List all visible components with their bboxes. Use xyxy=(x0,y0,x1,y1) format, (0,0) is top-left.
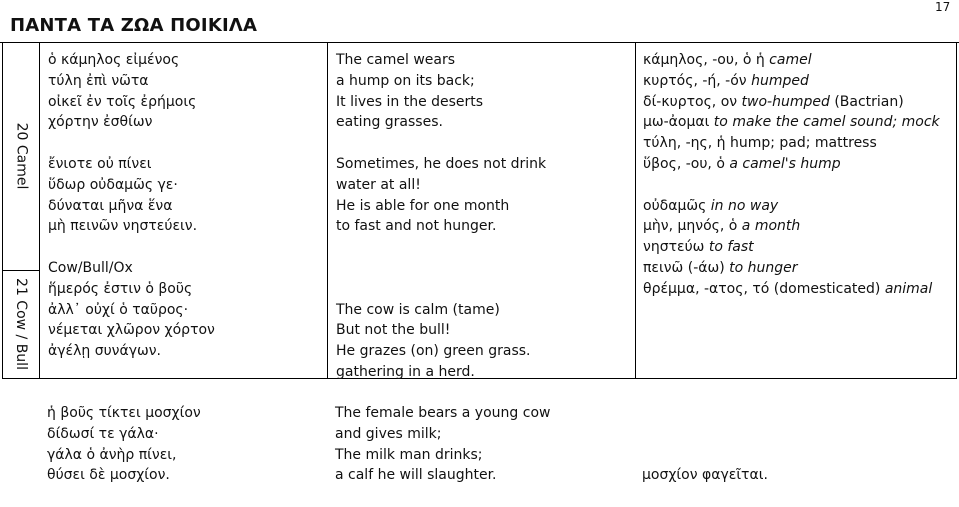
vocab-word: τύλη, -ης, ἡ xyxy=(643,135,726,152)
poem-line: ἔνιοτε οὐ πίνει xyxy=(48,155,152,172)
vocab-word: μω-ἀομαι xyxy=(643,114,710,131)
translation-line: The cow is calm (tame) xyxy=(336,301,500,318)
poem-line: ἥμερός ἐστιν ὁ βοῦς xyxy=(48,280,193,297)
vocab-word: νηστεύω xyxy=(643,239,705,256)
vocab-entry xyxy=(643,50,940,71)
poem-line: ἀλλ᾽ οὐχί ὁ ταῦρος· xyxy=(48,301,189,318)
english-translation xyxy=(336,50,546,383)
vocab-entry xyxy=(643,133,940,154)
translation-line: He grazes (on) green grass. xyxy=(336,343,531,360)
column-divider xyxy=(39,42,40,378)
translation-line: The female bears a young cow xyxy=(335,405,551,421)
vocab-entry xyxy=(643,71,940,92)
vocab-entry xyxy=(643,112,940,133)
translation-line: water at all! xyxy=(336,176,421,193)
vocab-word: θρέμμα, -ατος, τό xyxy=(643,280,770,297)
blank-line xyxy=(48,133,215,154)
poem-line: ἀγέλῃ συνάγων. xyxy=(48,343,161,360)
translation-line: eating grasses. xyxy=(336,114,443,131)
translation-line: to fast and not hunger. xyxy=(336,218,497,235)
row-label-cow: 21 Cow / Bull xyxy=(13,278,29,370)
translation-line: It lives in the deserts xyxy=(336,93,484,110)
poem-line: μὴ πεινῶν νηστεύειν. xyxy=(48,218,198,235)
vocab-entry xyxy=(643,196,940,217)
poem-line: ἡ βοῦς τίκτει μοσχίον xyxy=(47,405,201,421)
poem-line: χόρτην ἐσθίων xyxy=(48,114,153,131)
vocab-entry xyxy=(643,154,940,175)
vocab-gloss: in no way xyxy=(706,197,779,214)
vocab-gloss: to hunger xyxy=(724,259,798,276)
blank-line xyxy=(48,237,215,258)
vocab-gloss: a camel's hump xyxy=(724,155,841,172)
greek-poem xyxy=(48,50,215,362)
vocab-gloss: a month xyxy=(737,218,801,235)
blank-line xyxy=(336,133,546,154)
column-divider xyxy=(327,42,328,378)
page-number: 17 xyxy=(935,0,951,14)
column-divider xyxy=(635,42,636,378)
row-label-camel: 20 Camel xyxy=(13,122,30,190)
vocab-gloss: humped xyxy=(746,72,809,89)
blank-line xyxy=(336,258,546,279)
translation-line: a hump on its back; xyxy=(336,72,475,89)
vocab-word: πεινῶ (-άω) xyxy=(643,259,725,276)
vocabulary-continued: μοσχίον φαγεῖται. xyxy=(642,467,768,483)
translation-line: gathering in a herd. xyxy=(336,363,475,380)
translation-line: Sometimes, he does not drink xyxy=(336,155,547,172)
vocab-gloss: animal xyxy=(880,280,933,297)
vocab-gloss: two-humped xyxy=(737,93,830,110)
vocab-entry xyxy=(643,92,940,113)
poem-line: δύναται μῆνα ἕνα xyxy=(48,197,173,214)
translation-line: and gives milk; xyxy=(335,425,442,442)
poem-line: νέμεται χλῶρον χόρτον xyxy=(48,322,215,339)
poem-line: Cow/Bull/Ox xyxy=(48,259,133,276)
translation-line: The milk man drinks; xyxy=(335,446,483,463)
vocab-entry xyxy=(643,279,940,300)
vocab-gloss: to make the camel sound; mock xyxy=(709,114,940,131)
poem-line: ὕδωρ οὐδαμῶς γε· xyxy=(48,176,178,193)
page-title: ΠΑΝΤΑ ΤΑ ΖΩΑ ΠΟΙΚΙΛΑ xyxy=(10,15,258,36)
english-translation-continued xyxy=(335,403,550,486)
translation-line: He is able for one month xyxy=(336,197,510,214)
translation-line: But not the bull! xyxy=(336,322,451,339)
greek-poem-continued xyxy=(47,403,201,486)
translation-line: The camel wears xyxy=(336,52,456,68)
vocab-word: δί-κυρτος, ον xyxy=(643,93,738,110)
vocab-note: (domesticated) xyxy=(769,280,881,297)
poem-line: θύσει δὲ μοσχίον. xyxy=(47,467,170,484)
vocab-entry xyxy=(643,216,940,237)
vocab-note: (Bactrian) xyxy=(829,93,904,110)
vocab-word: ὕβος, -ου, ὁ xyxy=(643,155,725,172)
vocab-gloss: to fast xyxy=(704,239,754,256)
vocab-word: κάμηλος, -ου, ὁ ἡ xyxy=(643,52,765,68)
poem-table xyxy=(2,42,957,379)
vocab-word: κυρτός, -ή, -όν xyxy=(643,72,747,89)
translation-line: a calf he will slaughter. xyxy=(335,467,497,484)
blank-line xyxy=(336,279,546,300)
vocab-entry xyxy=(643,237,940,258)
poem-line: δίδωσί τε γάλα· xyxy=(47,425,159,442)
vocab-gloss: camel xyxy=(764,52,812,68)
vocabulary-list xyxy=(643,50,940,300)
vocab-word: οὐδαμῶς xyxy=(643,197,707,214)
poem-line: τύλη ἐπὶ νῶτα xyxy=(48,72,149,89)
vocab-word: μὴν, μηνός, ὁ xyxy=(643,218,738,235)
vocab-note: hump; pad; mattress xyxy=(725,135,877,152)
poem-line: οἰκεῖ ἐν τοῖς ἐρήμοις xyxy=(48,93,197,110)
poem-line: γάλα ὁ ἀνὴρ πίνει, xyxy=(47,446,177,463)
blank-line xyxy=(643,175,940,196)
poem-line: ὁ κάμηλος εἰμένος xyxy=(48,52,180,68)
vocab-entry xyxy=(643,258,940,279)
blank-line xyxy=(336,237,546,258)
